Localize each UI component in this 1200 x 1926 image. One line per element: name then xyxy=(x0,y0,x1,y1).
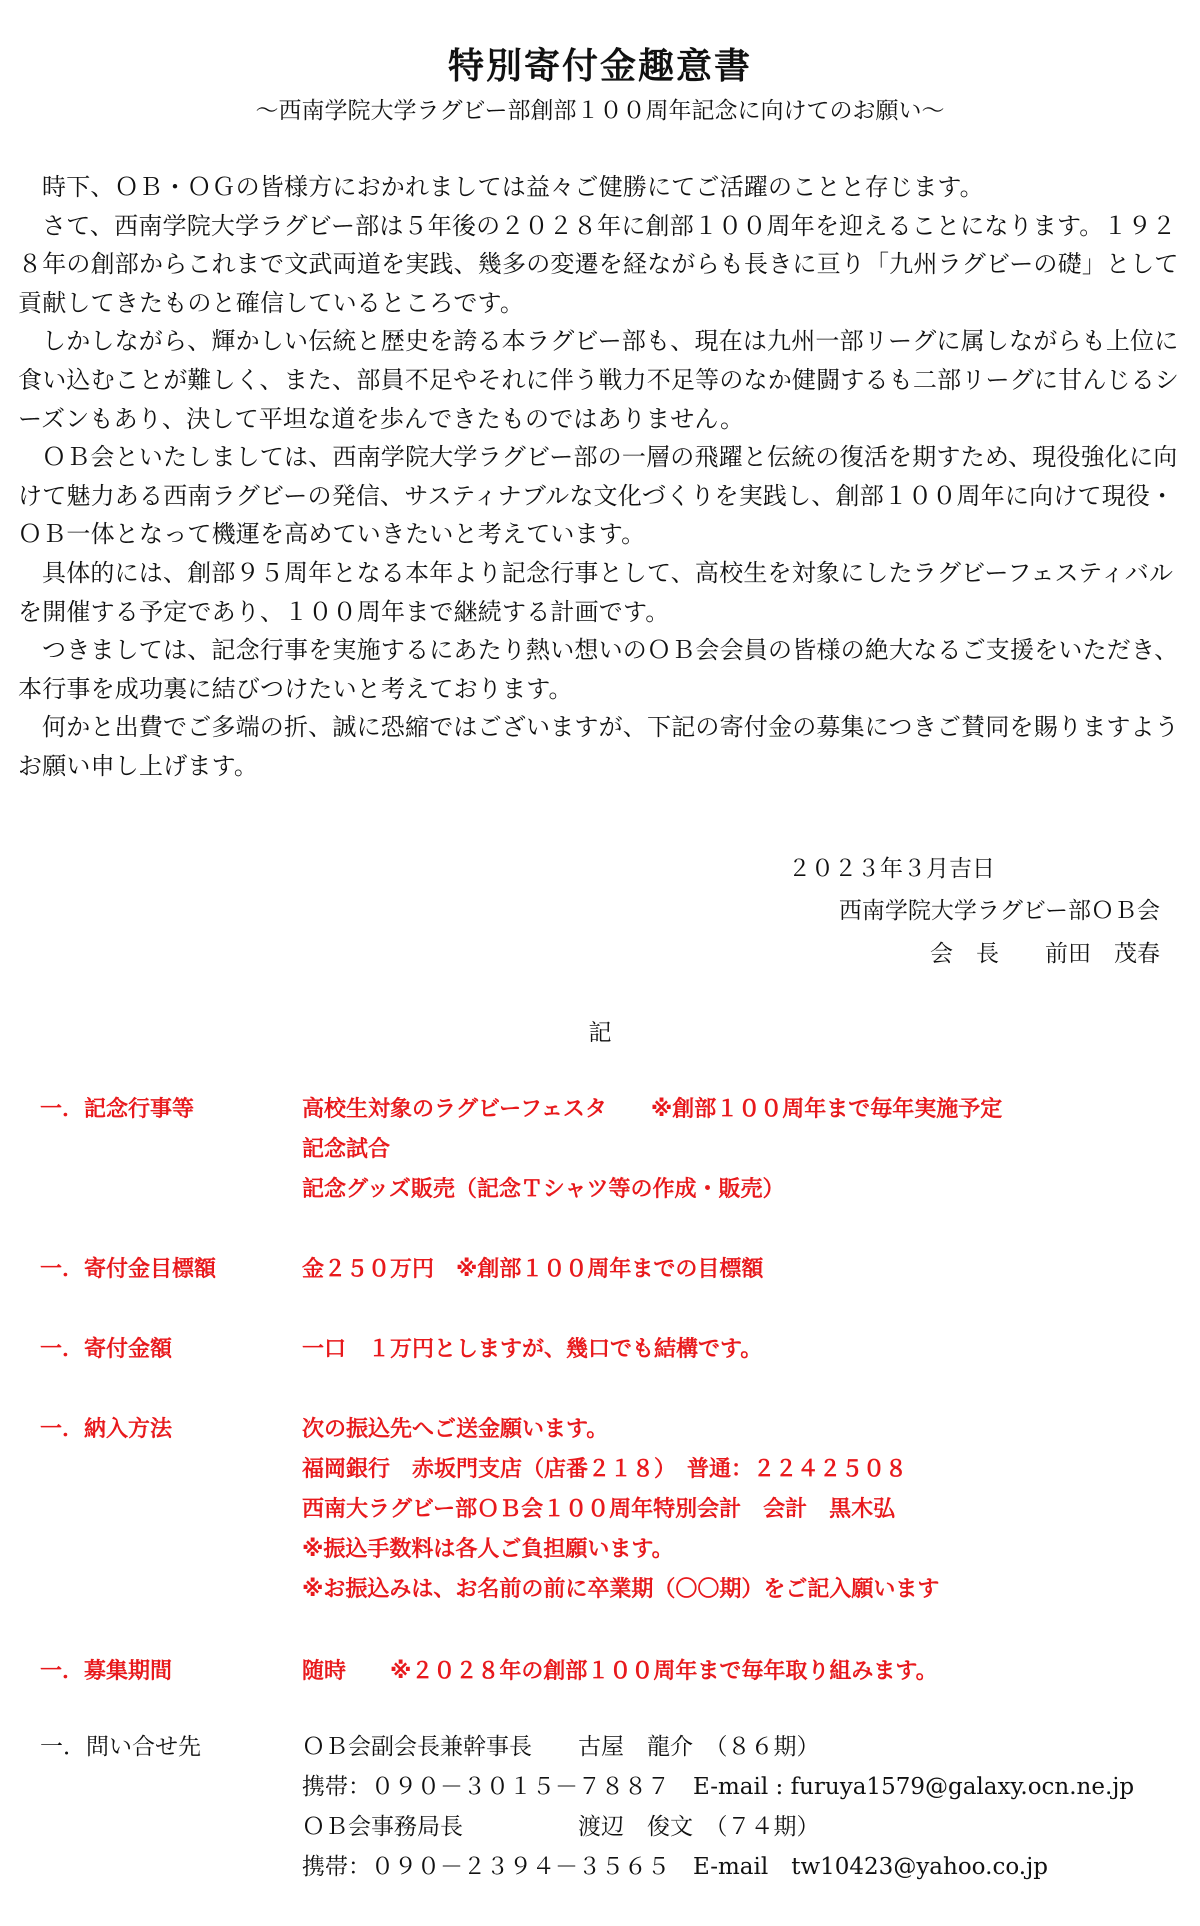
item-values xyxy=(302,1727,1134,1887)
signature-chairman: 会 長 前田 茂春 xyxy=(930,941,1160,967)
paragraph: さて、西南学院大学ラグビー部は５年後の２０２８年に創部１００周年を迎えることになります。１９２８年の創部からこれまで文武両道を実践、幾多の変遷を経ながらも長きに亘り「九州ラグビーの礎」として貢献してきたものと確信しているところです。 xyxy=(18,211,1179,317)
paragraph: しかしながら、輝かしい伝統と歴史を誇る本ラグビー部も、現在は九州一部リーグに属しながらも上位に食い込むことが難しく、また、部員不足やそれに伴う戦力不足等のなか健闘するも二部リーグに甘んじるシーズンもあり、決して平坦な道を歩んできたものではありません。 xyxy=(18,327,1180,433)
item-label: 一．記念行事等 xyxy=(40,1097,195,1122)
item-label: 一．寄付金額 xyxy=(40,1337,173,1362)
item-value: ※振込手数料は各人ご負担願います。 xyxy=(302,1537,674,1562)
item-label: 一．問い合せ先 xyxy=(40,1734,201,1760)
item-label: 一．寄付金目標額 xyxy=(40,1257,217,1282)
paragraph: ＯＢ会といたしましては、西南学院大学ラグビー部の一層の飛躍と伝統の復活を期すため、現役強化に向けて魅力ある西南ラグビーの発信、サスティナブルな文化づくりを実践し、創部１００周年に向けて現役・ＯＢ一体となって機運を高めていきたいと考えています。 xyxy=(18,443,1178,549)
contact-person: ＯＢ会事務局長 渡辺 俊文 （７４期） xyxy=(302,1814,820,1840)
signature-date: ２０２３年３月吉日 xyxy=(788,856,995,882)
signature-organization: 西南学院大学ラグビー部ＯＢ会 xyxy=(838,898,1160,924)
paragraph: 時下、ＯＢ・ＯＧの皆様方におかれましては益々ご健勝にてご活躍のことと存じます。 xyxy=(42,173,984,201)
document-title: 特別寄付金趣意書 xyxy=(447,46,752,87)
item-value: 一口 １万円としますが、幾口でも結構です。 xyxy=(302,1337,763,1362)
document-subtitle: ～西南学院大学ラグビー部創部１００周年記念に向けてのお願い～ xyxy=(255,98,945,124)
item-values xyxy=(302,1652,938,1692)
item-value: 福岡銀行 赤坂門支店（店番２１８） 普通：２２４２５０８ xyxy=(302,1457,908,1482)
item-value: ※お振込みは、お名前の前に卒業期（〇〇期）をご記入願います xyxy=(302,1577,940,1602)
item-values xyxy=(302,1330,762,1370)
item-value: 記念試合 xyxy=(302,1137,391,1162)
ki-heading: 記 xyxy=(588,1020,612,1046)
item-value: 随時 ※２０２８年の創部１００周年まで毎年取り組みます。 xyxy=(302,1659,938,1684)
contact-phone-email[interactable]: 携帯：０９０－３０１５－７８８７ E-mail : furuya1579@galaxy.ocn.ne.jp xyxy=(302,1774,1135,1800)
item-value: 金２５０万円 ※創部１００周年までの目標額 xyxy=(302,1257,764,1282)
contact-phone-email[interactable]: 携帯：０９０－２３９４－３５６５ E-mail tw10423@yahoo.co.jp xyxy=(302,1854,1048,1880)
item-label: 一．募集期間 xyxy=(40,1659,173,1684)
item-value: 記念グッズ販売（記念Ｔシャツ等の作成・販売） xyxy=(302,1177,785,1202)
item-value: 次の振込先へご送金願います。 xyxy=(302,1417,609,1442)
item-values xyxy=(302,1090,1002,1210)
letter-body xyxy=(18,168,1186,786)
item-values xyxy=(302,1410,939,1610)
item-label: 一．納入方法 xyxy=(40,1417,173,1442)
paragraph: つきましては、記念行事を実施するにあたり熱い想いのＯＢ会会員の皆様の絶大なるご支援をいただき、本行事を成功裏に結びつけたいと考えております。 xyxy=(18,636,1179,703)
paragraph: 具体的には、創部９５周年となる本年より記念行事として、高校生を対象にしたラグビーフェスティバルを開催する予定であり、１００周年まで継続する計画です。 xyxy=(18,558,1174,626)
item-values xyxy=(302,1250,763,1290)
contact-person: ＯＢ会副会長兼幹事長 古屋 龍介 （８６期） xyxy=(302,1734,820,1760)
item-value: 西南大ラグビー部ＯＢ会１００周年特別会計 会計 黒木弘 xyxy=(302,1497,896,1522)
item-value: 高校生対象のラグビーフェスタ ※創部１００周年まで毎年実施予定 xyxy=(302,1097,1003,1122)
paragraph: 何かと出費でご多端の折、誠に恐縮ではございますが、下記の寄付金の募集につきご賛同を賜りますようお願い申し上げます。 xyxy=(18,713,1179,780)
